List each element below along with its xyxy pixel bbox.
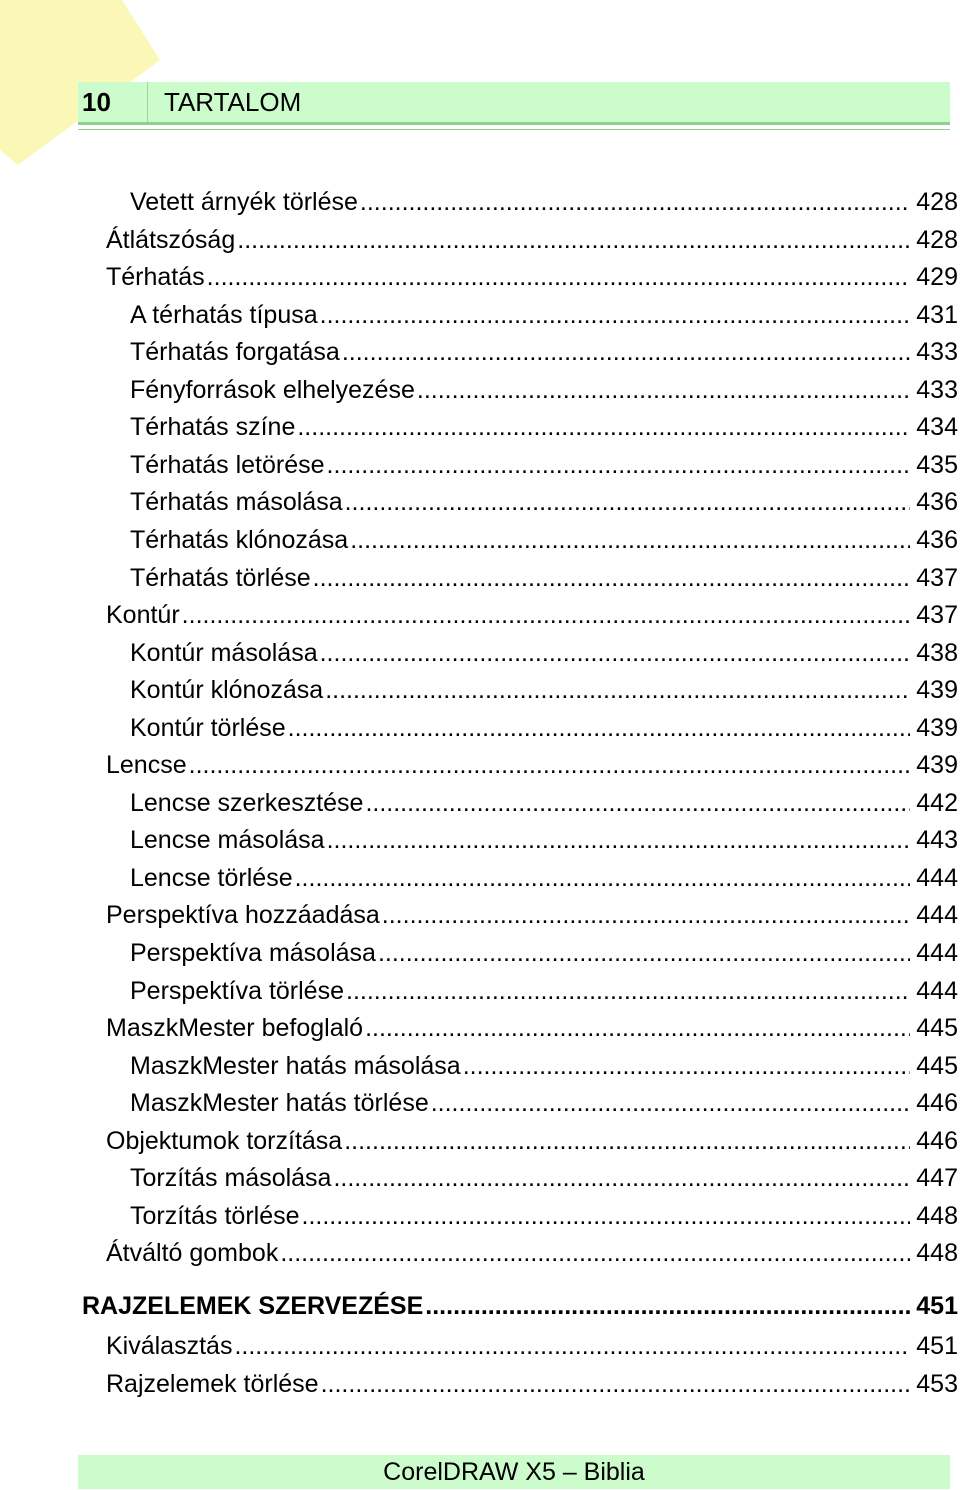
toc-entry-page: 436 <box>916 525 958 554</box>
toc-leader-dots <box>344 1124 910 1158</box>
toc-entry-label: Fényforrások elhelyezése <box>130 375 415 404</box>
toc-entry-page: 434 <box>916 413 958 442</box>
toc-entry-page: 443 <box>916 826 958 855</box>
toc-entry-page: 453 <box>916 1369 958 1398</box>
toc-entry <box>130 298 958 332</box>
toc-entry-label: MaszkMester hatás törlése <box>130 1089 429 1118</box>
toc-entry-page: 439 <box>916 751 958 780</box>
toc-entry-page: 446 <box>916 1126 958 1155</box>
toc-leader-dots <box>182 598 911 632</box>
toc-leader-dots <box>320 636 911 670</box>
toc-leader-dots <box>327 823 911 857</box>
page-header <box>78 82 950 125</box>
toc-leader-dots <box>425 1289 910 1323</box>
toc-leader-dots <box>325 673 910 707</box>
toc-entry <box>130 373 958 407</box>
toc-entry-label: Perspektíva hozzáadása <box>106 901 380 930</box>
toc-entry-page: 445 <box>916 1014 958 1043</box>
toc-entry-page: 429 <box>916 263 958 292</box>
toc-entry-page: 448 <box>916 1239 958 1268</box>
toc-entry <box>130 861 958 895</box>
toc-entry-page: 439 <box>916 676 958 705</box>
toc-entry-label: Kontúr <box>106 601 180 630</box>
toc-entry <box>130 448 958 482</box>
toc-entry-label: MaszkMester befoglaló <box>106 1014 364 1043</box>
toc-leader-dots <box>350 523 910 557</box>
toc-entry-label: Perspektíva másolása <box>130 939 376 967</box>
toc-entry-page: 435 <box>916 450 958 479</box>
toc-entry-page: 442 <box>916 788 958 817</box>
toc-entry <box>106 1367 958 1401</box>
toc-entry <box>130 636 958 670</box>
toc-entry-label: Vetett árnyék törlése <box>130 188 358 216</box>
toc-entry <box>106 898 958 932</box>
toc-leader-dots <box>189 748 911 782</box>
toc-entry-label: Térhatás forgatása <box>130 338 340 367</box>
toc-entry-page: 437 <box>916 563 958 592</box>
toc-entry-label: Rajzelemek törlése <box>106 1369 319 1398</box>
toc-leader-dots <box>346 974 910 1008</box>
toc-leader-dots <box>365 1011 910 1045</box>
toc-entry-label: Kontúr másolása <box>130 638 318 667</box>
toc-entry <box>130 485 958 519</box>
toc-entry-label: RAJZELEMEK SZERVEZÉSE <box>82 1291 424 1320</box>
toc-entry-page: 431 <box>916 300 958 329</box>
toc-entry-label: Lencse törlése <box>130 863 293 892</box>
toc-entry-label: Térhatás törlése <box>130 563 311 592</box>
toc-entry <box>106 1124 958 1158</box>
toc-entry-page: 444 <box>916 976 958 1005</box>
toc-entry-label: Átlátszóság <box>106 225 236 254</box>
toc-entry-page: 437 <box>916 601 958 630</box>
toc-entry-label: Perspektíva törlése <box>130 976 344 1005</box>
toc-entry-page: 433 <box>916 375 958 404</box>
toc-entry-label: Térhatás másolása <box>130 488 343 517</box>
toc-entry-page: 445 <box>916 1051 958 1080</box>
toc-entry <box>130 410 958 444</box>
toc-entry <box>130 335 958 369</box>
toc-entry <box>130 1086 958 1120</box>
toc-entry-page: 444 <box>916 939 958 967</box>
toc-entry <box>130 1199 958 1233</box>
toc-entry <box>130 561 958 595</box>
toc-entry <box>82 1289 958 1323</box>
toc-entry-label: Térhatás <box>106 263 205 292</box>
toc-leader-dots <box>320 298 911 332</box>
toc-leader-dots <box>345 485 911 519</box>
toc-entry-page: 451 <box>916 1291 958 1320</box>
toc-leader-dots <box>321 1367 911 1401</box>
toc-entry <box>106 1236 958 1270</box>
toc-entry-page: 444 <box>916 863 958 892</box>
toc-leader-dots <box>382 898 911 932</box>
toc-entry-label: Kontúr törlése <box>130 713 286 742</box>
toc-entry-label: MaszkMester hatás másolása <box>130 1051 461 1080</box>
toc-entry-page: 447 <box>916 1164 958 1193</box>
toc-leader-dots <box>288 711 911 745</box>
toc-entry <box>106 223 958 257</box>
toc-entry <box>106 1329 958 1363</box>
toc-entry <box>106 598 958 632</box>
toc-entry-label: Torzítás másolása <box>130 1164 332 1193</box>
toc-entry <box>130 786 958 820</box>
toc-leader-dots <box>302 1199 911 1233</box>
toc-entry-page: 451 <box>916 1331 958 1360</box>
toc-entry-label: Torzítás törlése <box>130 1201 300 1230</box>
page-footer: CorelDRAW X5 – Biblia <box>78 1455 950 1489</box>
toc-leader-dots <box>463 1049 911 1083</box>
toc-leader-dots <box>295 861 911 895</box>
page-number: 10 <box>78 82 148 122</box>
page-title: TARTALOM <box>164 87 302 117</box>
toc-leader-dots <box>234 1329 910 1363</box>
toc-entry-label: Lencse szerkesztése <box>130 788 364 817</box>
toc-entry <box>130 936 958 970</box>
toc-entry <box>130 711 958 745</box>
toc-leader-dots <box>237 223 910 257</box>
toc-entry-label: Lencse másolása <box>130 826 325 855</box>
toc-leader-dots <box>431 1086 911 1120</box>
toc-entry <box>106 260 958 294</box>
toc-leader-dots <box>417 373 910 407</box>
toc-leader-dots <box>207 260 911 294</box>
toc-entry-page: 444 <box>916 901 958 930</box>
toc-entry-label: Kontúr klónozása <box>130 676 324 705</box>
toc-entry-label: Kiválasztás <box>106 1331 233 1360</box>
toc-entry-label: Átváltó gombok <box>106 1239 279 1268</box>
toc-entry-page: 428 <box>916 225 958 254</box>
toc-leader-dots <box>342 335 910 369</box>
toc-entry-label: Térhatás színe <box>130 413 296 442</box>
toc-leader-dots <box>280 1236 910 1270</box>
toc-entry-label: Lencse <box>106 751 187 780</box>
toc-entry-label: Térhatás letörése <box>130 450 325 479</box>
toc-entry-page: 433 <box>916 338 958 367</box>
toc-entry <box>130 1161 958 1195</box>
toc-leader-dots <box>365 786 910 820</box>
toc-entry-page: 436 <box>916 488 958 517</box>
toc-entry <box>130 185 958 219</box>
toc-leader-dots <box>360 185 910 219</box>
toc-entry-page: 448 <box>916 1201 958 1230</box>
toc-leader-dots <box>327 448 911 482</box>
toc-entry <box>106 748 958 782</box>
toc-entry <box>130 1049 958 1083</box>
toc-entry-label: Térhatás klónozása <box>130 525 349 554</box>
toc-entry <box>130 523 958 557</box>
toc-entry <box>130 823 958 857</box>
toc-entry-page: 438 <box>916 638 958 667</box>
toc-leader-dots <box>378 936 910 970</box>
toc-entry <box>130 673 958 707</box>
toc-leader-dots <box>313 561 911 595</box>
toc-entry-label: A térhatás típusa <box>130 300 318 329</box>
toc-entry-page: 439 <box>916 713 958 742</box>
toc-leader-dots <box>297 410 910 444</box>
toc-entry-label: Objektumok torzítása <box>106 1126 343 1155</box>
toc-leader-dots <box>333 1161 910 1195</box>
toc-entry-page: 446 <box>916 1089 958 1118</box>
toc-entry <box>106 1011 958 1045</box>
toc-entry-page: 428 <box>916 188 958 216</box>
toc-entry <box>130 974 958 1008</box>
